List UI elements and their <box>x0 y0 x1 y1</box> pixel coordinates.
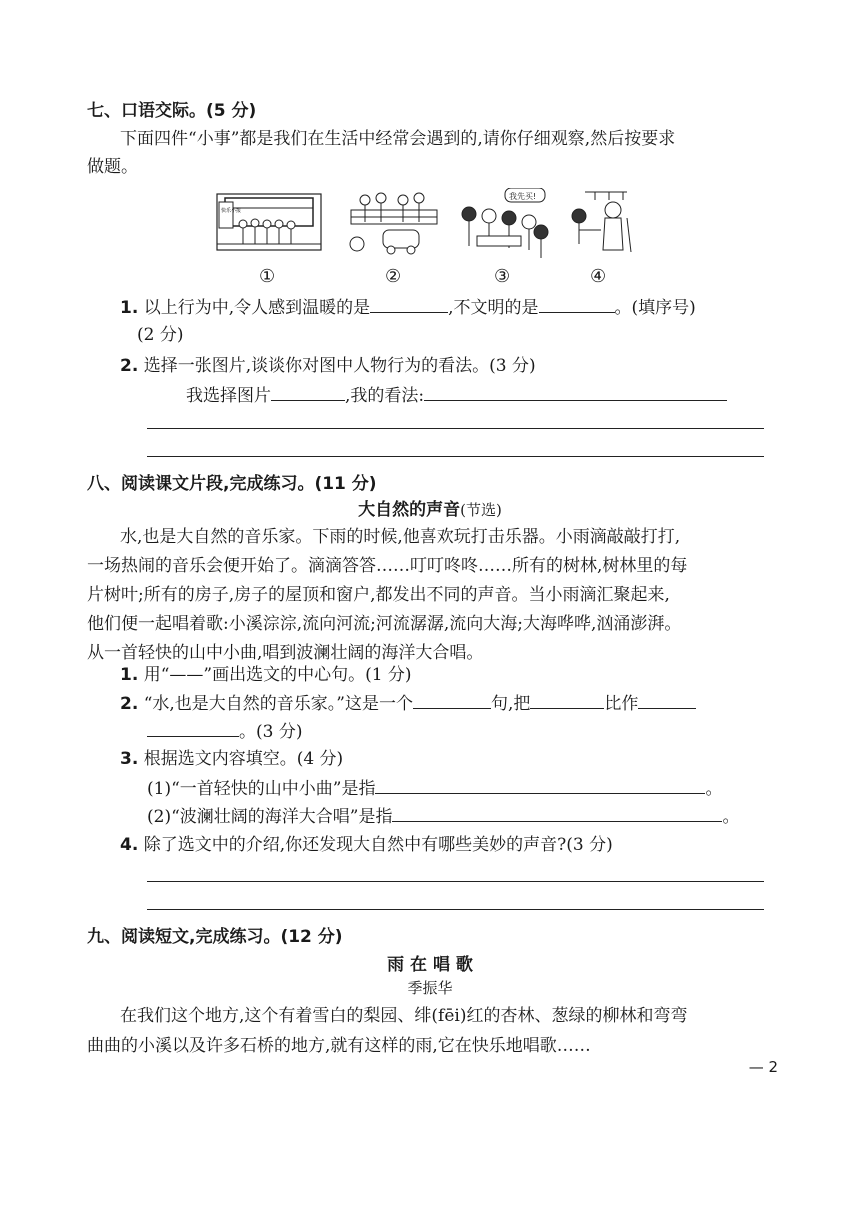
picture-2-label: ② <box>385 266 402 287</box>
question-number: 1. <box>120 298 139 318</box>
question-text: 比作 <box>604 694 639 714</box>
section7-q2-answer-line <box>186 382 727 409</box>
passage-line: 一场热闹的音乐会便开始了。滴滴答答……叮叮咚咚……所有的树林,树林里的每 <box>87 556 688 576</box>
answer-blank-mountain-song[interactable] <box>375 775 705 794</box>
answer-blank-warm[interactable] <box>370 294 448 313</box>
picture-3-label: ③ <box>494 266 511 287</box>
passage-author: 季振华 <box>407 979 453 997</box>
answer-line[interactable] <box>147 909 764 910</box>
picture-4-helping-elder <box>565 188 645 258</box>
picture-4-label: ④ <box>590 266 607 287</box>
answer-line[interactable] <box>147 428 764 429</box>
question-text: 。(3 分) <box>239 722 303 742</box>
section7-question-1 <box>120 294 696 321</box>
answer-blank-uncivil[interactable] <box>539 294 615 313</box>
speech-bubble: 我先买! <box>509 192 537 201</box>
section8-question-1 <box>120 662 412 688</box>
passage-title: 雨 在 唱 歌 <box>387 955 473 975</box>
section8-q3-item-2 <box>147 803 739 830</box>
answer-blank-sentence-type[interactable] <box>413 690 491 709</box>
question-text: “水,也是大自然的音乐家。”这是一个 <box>143 694 413 714</box>
section7-question-2 <box>120 353 536 379</box>
section8-q2-continuation <box>147 718 302 745</box>
section7-heading: 七、口语交际。(5 分) <box>87 101 257 121</box>
answer-line[interactable] <box>147 881 764 882</box>
question-text: ,不文明的是 <box>448 298 539 318</box>
question-number: 2. <box>120 356 139 376</box>
passage-title-note: (节选) <box>460 501 502 519</box>
section8-title-row <box>0 495 860 520</box>
passage-line: 从一首轻快的山中小曲,唱到波澜壮阔的海洋大合唱。 <box>87 643 484 663</box>
question-text: 。(填序号) <box>614 298 696 318</box>
section8-question-2 <box>120 690 696 717</box>
question-number: 4. <box>120 835 139 855</box>
answer-blank-compared-to[interactable] <box>638 690 696 709</box>
picture-1-sign: 快乐小报 <box>221 208 242 214</box>
passage-line: 曲曲的小溪以及许多石桥的地方,就有这样的雨,它在快乐地唱歌…… <box>87 1036 591 1056</box>
picture-1-label: ① <box>259 266 276 287</box>
answer-blank-compared-to-cont[interactable] <box>147 718 239 737</box>
question-text: 选择一张图片,谈谈你对图中人物行为的看法。(3 分) <box>143 356 536 376</box>
sub-question: (1)“一首轻快的山中小曲”是指 <box>147 779 376 799</box>
question-number: 2. <box>120 694 139 714</box>
answer-prompt: ,我的看法: <box>345 386 425 406</box>
answer-prompt: 我选择图片 <box>186 386 271 406</box>
period: 。 <box>722 807 740 827</box>
section8-question-4 <box>120 832 613 858</box>
answer-line[interactable] <box>147 456 764 457</box>
answer-blank-ocean-chorus[interactable] <box>392 803 722 822</box>
section7-q1-score: (2 分) <box>137 325 184 345</box>
section8-heading: 八、阅读课文片段,完成练习。(11 分) <box>87 474 377 494</box>
page-number: — 2 <box>748 1058 778 1076</box>
section9-heading: 九、阅读短文,完成练习。(12 分) <box>87 927 343 947</box>
passage-line: 水,也是大自然的音乐家。下雨的时候,他喜欢玩打击乐器。小雨滴敲敲打打, <box>120 527 681 547</box>
sub-question: (2)“波澜壮阔的海洋大合唱”是指 <box>147 807 393 827</box>
question-number: 1. <box>120 665 139 685</box>
passage-title: 大自然的声音 <box>358 500 461 520</box>
question-text: 除了选文中的介绍,你还发现大自然中有哪些美妙的声音?(3 分) <box>143 835 613 855</box>
picture-2-street-crossing <box>345 188 445 258</box>
answer-blank-subject[interactable] <box>530 690 604 709</box>
section7-intro-line1: 下面四件“小事”都是我们在生活中经常会遇到的,请你仔细观察,然后按要求 <box>120 129 676 149</box>
section7-intro-line2: 做题。 <box>87 157 138 177</box>
answer-blank-picture[interactable] <box>271 382 345 401</box>
passage-line: 在我们这个地方,这个有着雪白的梨园、绯(fēi)红的杏林、葱绿的柳林和弯弯 <box>120 1006 688 1026</box>
question-number: 3. <box>120 749 139 769</box>
passage-line: 他们便一起唱着歌:小溪淙淙,流向河流;河流潺潺,流向大海;大海哗哗,汹涌澎湃。 <box>87 614 682 634</box>
section8-question-3 <box>120 746 343 772</box>
question-text: 用“——”画出选文的中心句。(1 分) <box>143 665 412 685</box>
picture-3-cutting-line <box>455 188 555 266</box>
section8-q3-item-1 <box>147 775 722 802</box>
passage-line: 片树叶;所有的房子,房子的屋顶和窗户,都发出不同的声音。当小雨滴汇聚起来, <box>87 585 670 605</box>
question-text: 以上行为中,令人感到温暖的是 <box>143 298 371 318</box>
question-text: 句,把 <box>491 694 531 714</box>
question-text: 根据选文内容填空。(4 分) <box>143 749 344 769</box>
period: 。 <box>705 779 723 799</box>
answer-blank-opinion[interactable] <box>424 382 727 401</box>
picture-1-bus-queue <box>215 188 325 258</box>
